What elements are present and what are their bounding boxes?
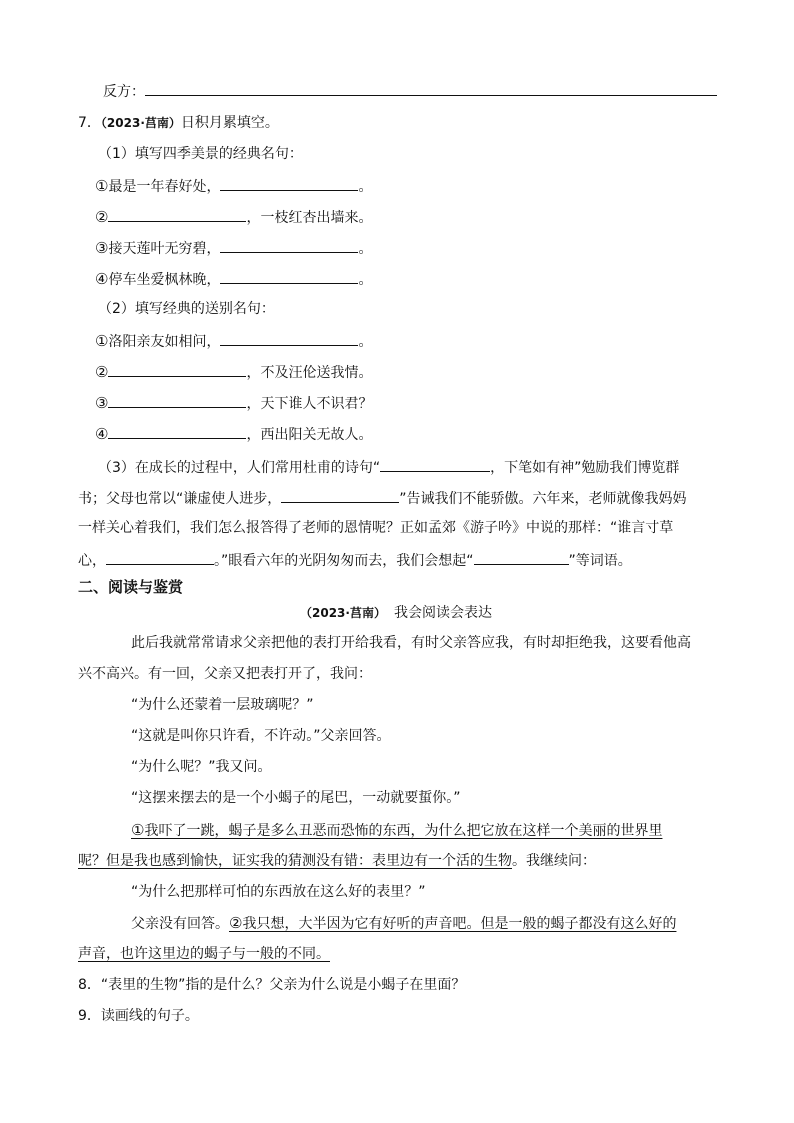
q7-part3-text-4b: 。”眼看六年的光阴匆匆而去，我们会想起“	[214, 553, 474, 569]
q7-part3-blank-1[interactable]	[380, 456, 490, 472]
q7-p2-mark-2: ②	[95, 363, 109, 381]
q7-p1-blank-4[interactable]	[220, 268, 358, 284]
sentence2-mark: ②	[229, 914, 243, 932]
passage-source: （2023·莒南）	[300, 606, 386, 620]
fanfang-line	[103, 80, 717, 102]
q7-p2-blank-2[interactable]	[108, 361, 246, 377]
q7-p1-blank-3[interactable]	[220, 237, 358, 253]
passage-title: 我会阅读会表达	[393, 605, 492, 621]
sentence1-text-1: 我吓了一跳，蝎子是多么丑恶而恐怖的东西，为什么把它放在这样一个美丽的世界里	[144, 823, 663, 839]
passage-heading	[300, 603, 492, 623]
q7-part1-label: （1）填写四季美景的经典名句：	[98, 146, 303, 162]
q8-text: 8．“表里的生物”指的是什么？父亲为什么说是小蝎子在里面？	[78, 977, 466, 993]
q7-part3-blank-2[interactable]	[281, 487, 399, 503]
q7-p1-item-1	[95, 175, 372, 197]
q7-number: 7．	[78, 115, 101, 131]
section2-heading: 二、阅读与鉴赏	[78, 578, 184, 596]
q7-p1-mark-3: ③	[95, 239, 109, 257]
q7-p1-item-3	[95, 237, 372, 259]
q7-heading	[78, 113, 279, 133]
q7-part3-text-4c: ”等词语。	[568, 553, 632, 569]
q7-p1-after-3: 。	[358, 241, 373, 257]
q7-p1-before-3: 接天莲叶无穷碧，	[108, 241, 221, 257]
passage-sentence1-line-1	[131, 820, 662, 841]
passage-para1-line-1: 此后我就常常请求父亲把他的表打开给我看，有时父亲答应我，有时却拒绝我，这要看他高	[131, 635, 691, 651]
q7-p1-mark-1: ①	[95, 177, 109, 195]
q7-p1-after-4: 。	[358, 272, 373, 288]
passage-sentence2-line-1	[131, 913, 676, 934]
q7-part3-blank-3[interactable]	[106, 549, 214, 565]
passage-dialog-3: “为什么呢？”我又问。	[131, 759, 272, 775]
q7-p2-item-3	[95, 392, 372, 414]
q7-p2-item-1	[95, 330, 372, 352]
q7-p2-after-1: 。	[358, 334, 373, 350]
passage-dialog-1: “为什么还蒙着一层玻璃呢？”	[131, 697, 314, 713]
q7-title: 日积月累填空。	[180, 115, 279, 131]
q7-part3-text-1b: ，下笔如有神”勉励我们博览群	[490, 460, 680, 476]
q7-p1-mark-2: ②	[95, 208, 109, 226]
q7-part3-line-1	[98, 456, 679, 478]
q7-p2-blank-1[interactable]	[220, 330, 358, 346]
passage-sentence1-line-2	[78, 851, 596, 871]
passage-sentence2-line-2	[78, 944, 330, 964]
sentence2-text-1: 我只想，大半因为它有好听的声音吧。但是一般的蝎子都没有这么好的	[242, 916, 677, 932]
q7-p1-item-2	[95, 206, 372, 228]
q7-part3-line-4	[78, 549, 632, 571]
sentence1-mark: ①	[131, 821, 145, 839]
q7-p2-mark-3: ③	[95, 394, 109, 412]
passage-dialog-5: “为什么把那样可怕的东西放在这么好的表里？”	[131, 884, 426, 900]
sentence2-pre: 父亲没有回答。	[131, 916, 229, 932]
passage-dialog-4: “这摆来摆去的是一个小蝎子的尾巴，一动就要蜇你。”	[131, 790, 461, 806]
q7-p2-item-2	[95, 361, 372, 383]
q9-text: 9．读画线的句子。	[78, 1008, 199, 1024]
q7-p1-blank-2[interactable]	[108, 206, 246, 222]
q7-part3-line-3: 一样关心着我们，我们怎么报答得了老师的恩情呢？正如孟郊《游子吟》中说的那样：“谁言寸草	[78, 520, 674, 536]
q7-p2-item-4	[95, 423, 372, 445]
q7-p2-after-3: ，天下谁人不识君？	[246, 396, 373, 412]
q7-p2-mark-1: ①	[95, 332, 109, 350]
fanfang-label: 反方：	[103, 84, 145, 100]
fanfang-blank[interactable]	[145, 80, 717, 96]
passage-dialog-2: “这就是叫你只许看，不许动。”父亲回答。	[131, 728, 391, 744]
passage-para1-line-2: 兴不高兴。有一回，父亲又把表打开了，我问：	[78, 666, 372, 682]
q7-p1-blank-1[interactable]	[220, 175, 358, 191]
sentence2-text-2: 声音，也许这里边的蝎子与一般的不同。	[78, 946, 330, 962]
sentence1-tail: 。我继续问：	[512, 853, 596, 869]
q7-p1-after-1: 。	[358, 179, 373, 195]
q7-p2-after-4: ，西出阳关无故人。	[246, 427, 373, 443]
q7-p2-blank-3[interactable]	[108, 392, 246, 408]
q7-p2-blank-4[interactable]	[108, 423, 246, 439]
q7-p1-after-2: ，一枝红杏出墙来。	[246, 210, 373, 226]
q7-part3-text-2a: 书；父母也常以“谦虚使人进步，	[78, 491, 282, 507]
q7-part3-line-2	[78, 487, 687, 509]
q7-source: （2023·莒南）	[100, 116, 181, 130]
q7-part3-text-4a: 心，	[78, 553, 106, 569]
q7-p2-after-2: ，不及汪伦送我情。	[246, 365, 373, 381]
q7-p1-before-4: 停车坐爱枫林晚，	[108, 272, 221, 288]
q7-p2-mark-4: ④	[95, 425, 109, 443]
q7-part3-text-2b: ”告诫我们不能骄傲。六年来，老师就像我妈妈	[399, 491, 687, 507]
q7-p1-before-1: 最是一年春好处，	[108, 179, 221, 195]
sentence1-text-2: 呢？但是我也感到愉快，证实我的猜测没有错：表里边有一个活的生物	[78, 853, 512, 869]
q7-p1-item-4	[95, 268, 372, 290]
q7-part3-blank-4[interactable]	[474, 549, 569, 565]
q7-p1-mark-4: ④	[95, 270, 109, 288]
q7-p2-before-1: 洛阳亲友如相问，	[108, 334, 221, 350]
q7-part2-label: （2）填写经典的送别名句：	[98, 301, 275, 317]
q7-part3-text-1a: （3）在成长的过程中，人们常用杜甫的诗句“	[98, 460, 381, 476]
